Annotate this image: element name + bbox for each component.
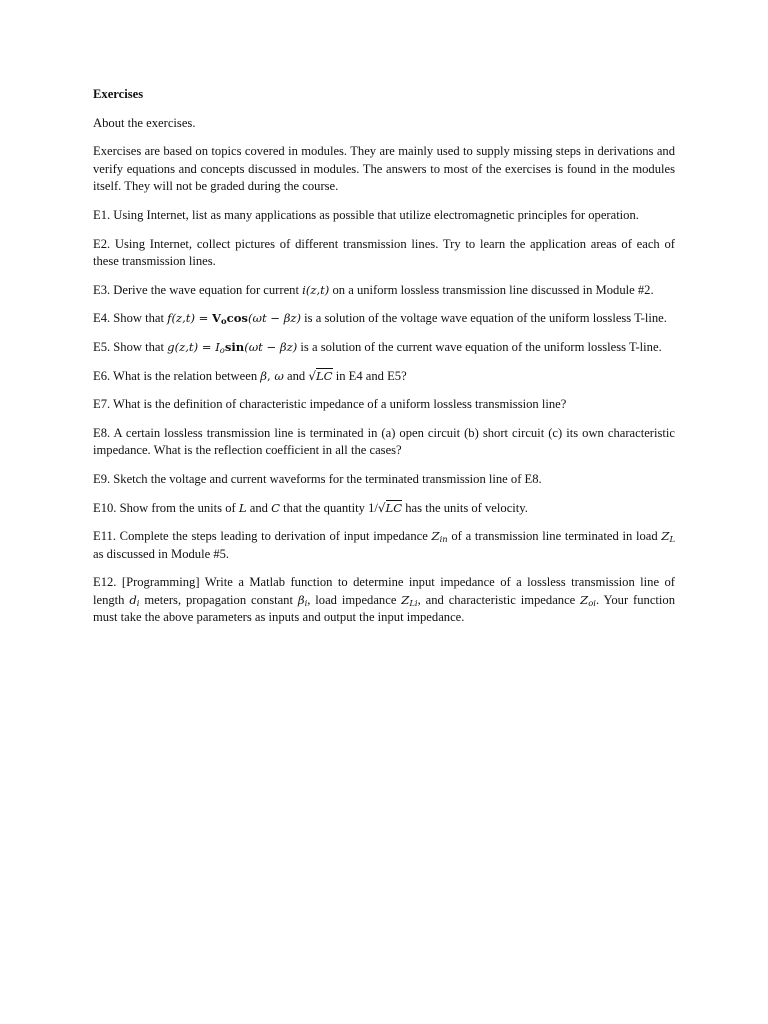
e12-math-zo: Z [580, 592, 589, 607]
e12-math-zl-sub: Li [409, 597, 418, 608]
e11-text-b: of a transmission line terminated in load [447, 529, 662, 544]
page-title: Exercises [93, 87, 144, 101]
e11-math-zl: Z [661, 529, 670, 544]
exercise-e12 [93, 574, 675, 627]
about-heading: About the exercises. [93, 115, 196, 130]
e5-math-i0: I [215, 339, 220, 354]
document-page [93, 86, 675, 638]
exercise-e9: E9. Sketch the voltage and current waveforms for the terminated transmission line of E8. [93, 471, 542, 486]
exercise-e10 [93, 500, 675, 518]
e12-text-c: , load impedance [307, 592, 402, 607]
e10-text-a: E10. Show from the units of [93, 500, 239, 515]
e12-math-beta: β [297, 592, 305, 607]
e4-math-v0-sub: o [221, 316, 227, 327]
e6-math-beta: β [260, 368, 267, 383]
e11-text-a: E11. Complete the steps leading to derivation of input impedance [93, 529, 432, 544]
exercise-e3 [93, 282, 675, 300]
e12-math-zl: Z [401, 592, 410, 607]
e10-text-and: and [246, 500, 272, 515]
e12-math-d: d [129, 592, 137, 607]
e4-math-f: f(z,t) = [167, 311, 213, 326]
e6-radical-sign: √ [308, 368, 316, 383]
e6-text-b: in E4 and E5? [332, 368, 407, 383]
exercise-e2: E2. Using Internet, collect pictures of different transmission lines. Try to learn the application areas of each of these transmission lines. [93, 236, 675, 269]
e10-math-lc: LC [385, 500, 403, 515]
e3-text-a: E3. Derive the wave equation for current [93, 282, 303, 297]
exercise-e8: E8. A certain lossless transmission line is terminated in (a) open circuit (b) short circuit (c) its own characteristic impedance. What is the reflection coefficient in all the cases? [93, 425, 675, 458]
e4-math-v0: V [212, 311, 222, 326]
e5-text-b: is a solution of the current wave equation of the uniform lossless T-line. [297, 339, 662, 354]
e12-text-e: . Your function must take the above parameters as inputs and output the input impedance. [93, 592, 675, 625]
e4-text-a: E4. Show that [93, 311, 168, 326]
exercise-e11 [93, 528, 675, 563]
e10-math-l: L [238, 500, 247, 515]
e4-math-arg: (ωt − βz) [247, 311, 302, 326]
exercise-e4 [93, 310, 675, 328]
e12-math-d-sub: i [136, 597, 140, 608]
e5-text-a: E5. Show that [93, 339, 168, 354]
exercise-e5 [93, 339, 675, 357]
e10-text-c: has the units of velocity. [402, 500, 528, 515]
e6-math-lc: LC [315, 368, 333, 383]
e5-math-i0-sub: o [219, 344, 225, 355]
e3-text-b: on a uniform lossless transmission line discussed in Module #2. [329, 282, 654, 297]
e5-math-sin: sin [224, 339, 245, 354]
e6-text-a: E6. What is the relation between [93, 368, 261, 383]
e10-radical-sign: √ [377, 500, 386, 515]
e12-text-d: , and characteristic impedance [417, 592, 581, 607]
e11-math-z-sub: in [439, 534, 448, 545]
e12-text-b: meters, propagation constant [139, 592, 298, 607]
e11-math-zl-sub: L [669, 534, 675, 545]
e3-math-current: i(z,t) [302, 282, 330, 297]
e6-math-sep: , [266, 368, 275, 383]
e11-text-c: as discussed in Module #5. [93, 546, 230, 561]
intro-paragraph: Exercises are based on topics covered in modules. They are mainly used to supply missing steps in derivations and verify equations and concepts discussed in modules. The answers to most of the exercises is found in the modules itself. They will not be graded during the course. [93, 144, 675, 194]
e11-math-z: Z [431, 529, 440, 544]
e6-math-omega: ω [274, 368, 284, 383]
e4-math-cos: cos [226, 311, 248, 326]
exercise-e1: E1. Using Internet, list as many applications as possible that utilize electromagnetic principles for operation. [93, 207, 639, 222]
e6-text-and: and [283, 368, 309, 383]
e5-math-arg: (ωt − βz) [244, 339, 298, 354]
e12-math-zo-sub: oi [588, 597, 596, 608]
e12-text-a: E12. [Programming] Write a Matlab function to determine input impedance of a lossless transmission line of length [93, 575, 675, 607]
e12-math-beta-sub: i [304, 597, 308, 608]
exercise-e7: E7. What is the definition of characteristic impedance of a uniform lossless transmission line? [93, 397, 567, 412]
exercise-e6 [93, 368, 675, 386]
e10-text-b: that the quantity 1/ [279, 500, 378, 515]
e10-math-c: C [271, 500, 280, 515]
e4-text-b: is a solution of the voltage wave equation of the uniform lossless T-line. [301, 311, 667, 326]
e5-math-g: g(z,t) = [167, 339, 216, 354]
